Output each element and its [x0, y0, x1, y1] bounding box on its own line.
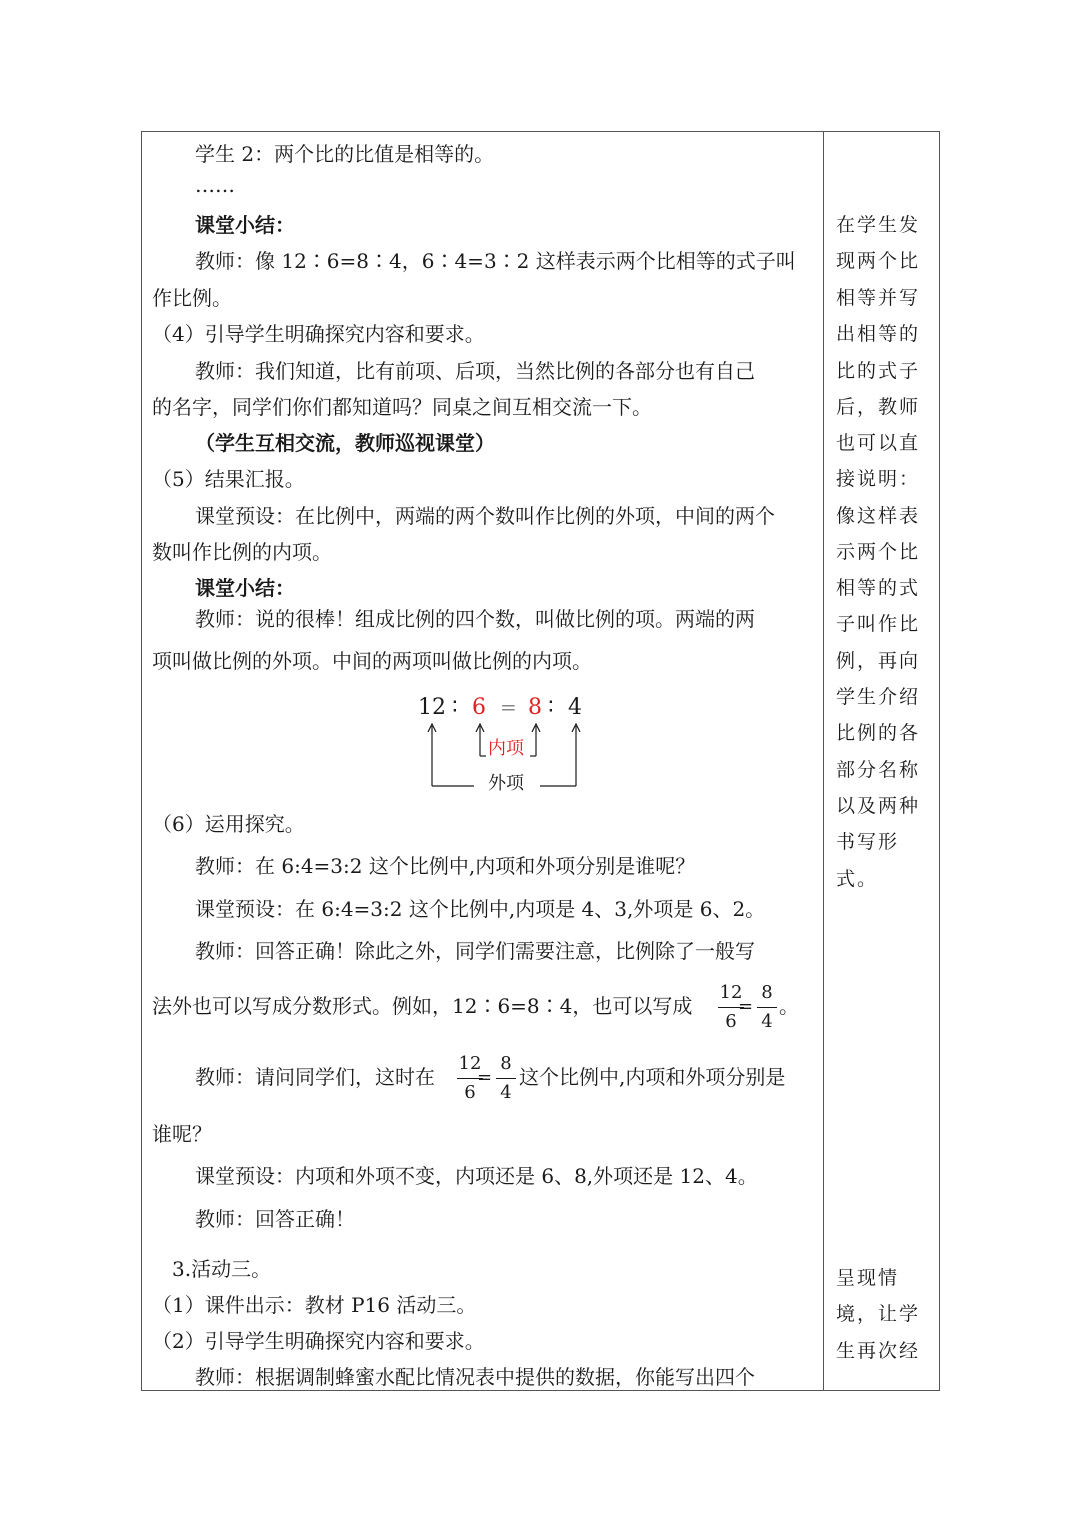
colon-1: ∶ — [452, 695, 458, 720]
side-note-line: 像这样表 — [836, 505, 921, 527]
fraction-denominator: 6 — [725, 1011, 737, 1032]
ellipsis: …… — [195, 173, 235, 197]
side-note-line: 比例的各 — [836, 722, 921, 744]
colon-2: ∶ — [548, 695, 554, 720]
outer-terms-label: 外项 — [488, 773, 524, 794]
inner-terms-label: 内项 — [488, 738, 524, 759]
text-line: （4）引导学生明确探究内容和要求。 — [152, 322, 485, 346]
side-note-line: 以及两种 — [836, 795, 921, 817]
text-line: 教师：我们知道，比有前项、后项，当然比例的各部分也有自己 — [195, 359, 755, 383]
fraction-numerator: 8 — [761, 982, 773, 1003]
text-line: 教师：说的很棒！组成比例的四个数，叫做比例的项。两端的两 — [195, 607, 755, 631]
side-note-line: 呈现情 — [836, 1267, 900, 1289]
text-line: 教师：根据调制蜂蜜水配比情况表中提供的数据，你能写出四个 — [195, 1365, 755, 1389]
column-divider — [823, 131, 824, 1391]
fraction-bar — [496, 1078, 516, 1079]
term-a: 12 — [418, 695, 446, 720]
side-note-line: 后，教师 — [836, 396, 921, 418]
text-line: 学生 2：两个比的比值是相等的。 — [195, 142, 495, 166]
section-heading: 课堂小结： — [195, 213, 295, 237]
fraction-denominator: 4 — [761, 1011, 773, 1032]
text-line: （1）课件出示：教材 P16 活动三。 — [152, 1293, 477, 1317]
text-line: 教师：请问同学们，这时在 — [195, 1065, 435, 1089]
fraction-numerator: 12 — [719, 982, 743, 1003]
fraction-denominator: 4 — [500, 1082, 512, 1103]
side-note-line: 接说明： — [836, 468, 921, 490]
text-line: （2）引导学生明确探究内容和要求。 — [152, 1329, 485, 1353]
side-note-line: 出相等的 — [836, 323, 921, 345]
text-line: 教师：回答正确！ — [195, 1207, 355, 1231]
text-line: 教师：在 6:4=3:2 这个比例中,内项和外项分别是谁呢？ — [195, 854, 696, 878]
text-line: 课堂预设：内项和外项不变，内项还是 6、8,外项还是 12、4。 — [195, 1164, 758, 1188]
text-line: （6）运用探究。 — [152, 812, 305, 836]
side-note-line: 示两个比 — [836, 541, 921, 563]
text-line: 数叫作比例的内项。 — [152, 540, 332, 564]
text-line: （学生互相交流，教师巡视课堂） — [195, 431, 495, 455]
text-line: 课堂预设：在比例中，两端的两个数叫作比例的外项，中间的两个 — [195, 504, 775, 528]
side-note-line: 相等的式 — [836, 577, 921, 599]
text-line: 法外也可以写成分数形式。例如，12∶6=8∶4，也可以写成 — [152, 994, 693, 1018]
text-line: 。 — [779, 994, 799, 1018]
fraction-denominator: 6 — [464, 1082, 476, 1103]
term-d: 4 — [568, 695, 582, 720]
text-line: 课堂预设：在 6:4=3:2 这个比例中,内项是 4、3,外项是 6、2。 — [195, 897, 766, 921]
fraction-bar — [757, 1007, 777, 1008]
side-note-line: 生再次经 — [836, 1340, 921, 1362]
text-line: 项叫做比例的外项。中间的两项叫做比例的内项。 — [152, 649, 592, 673]
side-note-line: 境，让学 — [836, 1303, 921, 1325]
side-note-line: 例，再向 — [836, 650, 921, 672]
fraction-numerator: 8 — [500, 1053, 512, 1074]
term-b: 6 — [472, 695, 486, 720]
text-line: 的名字，同学们你们都知道吗？同桌之间互相交流一下。 — [152, 395, 652, 419]
side-note-line: 现两个比 — [836, 250, 921, 272]
text-line: 谁呢？ — [152, 1122, 212, 1146]
side-note-line: 书写形 — [836, 831, 900, 853]
text-line: （5）结果汇报。 — [152, 467, 305, 491]
text-line: 这个比例中,内项和外项分别是 — [519, 1065, 786, 1089]
side-note-line: 也可以直 — [836, 432, 921, 454]
term-c: 8 — [528, 695, 542, 720]
fraction-equals: = — [477, 1067, 493, 1088]
equals-sign: = — [500, 695, 517, 719]
side-note-line: 学生介绍 — [836, 686, 921, 708]
side-note-line: 式。 — [836, 868, 879, 890]
side-note-line: 相等并写 — [836, 287, 921, 309]
side-note-line: 部分名称 — [836, 759, 921, 781]
side-note-line: 子叫作比 — [836, 613, 921, 635]
fraction-equals: = — [738, 996, 754, 1017]
text-line: 作比例。 — [152, 286, 232, 310]
text-line: 教师：回答正确！除此之外，同学们需要注意，比例除了一般写 — [195, 939, 755, 963]
proportion-diagram — [400, 690, 620, 800]
fraction-numerator: 12 — [458, 1053, 482, 1074]
section-heading: 课堂小结： — [195, 576, 295, 600]
side-note-line: 比的式子 — [836, 360, 921, 382]
section-heading: 3.活动三。 — [172, 1257, 272, 1281]
side-note-line: 在学生发 — [836, 214, 921, 236]
text-line: 教师：像 12∶6=8∶4，6∶4=3∶2 这样表示两个比相等的式子叫 — [195, 249, 796, 273]
